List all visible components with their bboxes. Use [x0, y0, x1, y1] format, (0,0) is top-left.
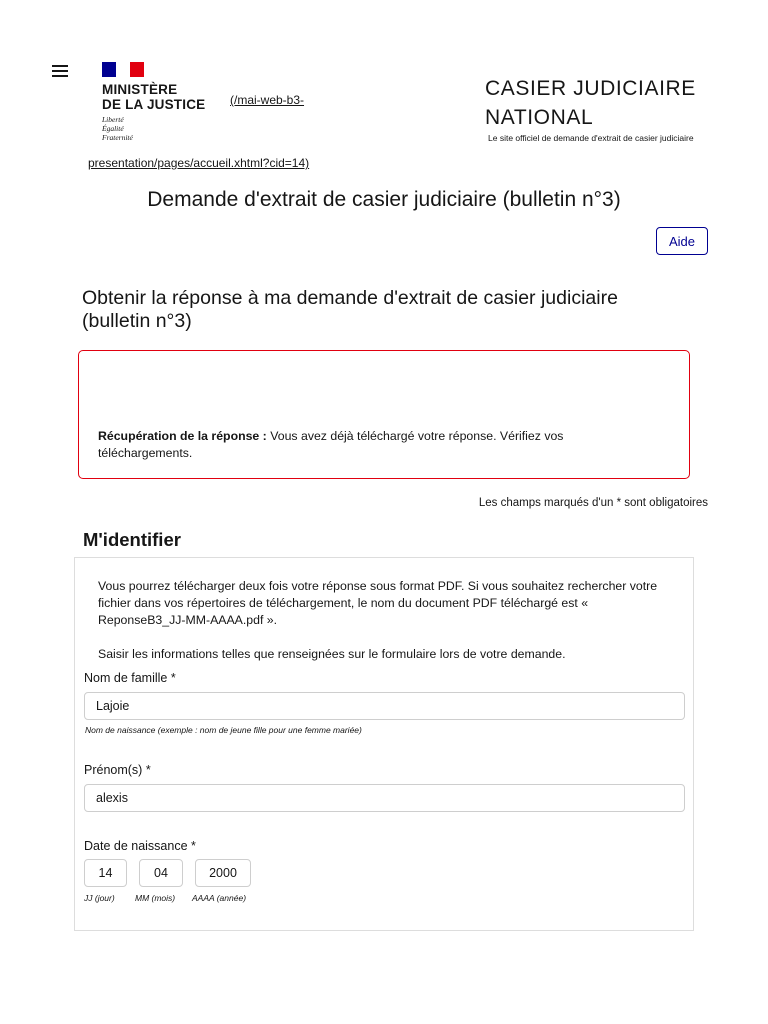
last-name-label: Nom de famille * — [84, 671, 176, 685]
alert-message: Vous avez déjà téléchargé votre réponse. Vérifiez vos téléchargements. — [98, 429, 564, 460]
last-name-input[interactable]: Lajoie — [84, 692, 685, 720]
birth-date-label: Date de naissance * — [84, 839, 196, 853]
section-title: Obtenir la réponse à ma demande d'extrait de casier judiciaire (bulletin n°3) — [82, 287, 618, 332]
error-alert — [78, 350, 690, 479]
site-title — [485, 74, 725, 132]
last-name-hint: Nom de naissance (exemple : nom de jeune fille pour une femme mariée) — [85, 725, 362, 735]
ministry-line1: MINISTÈRE — [102, 82, 178, 97]
republic-motto — [102, 115, 133, 142]
birth-day-hint: JJ (jour) — [84, 893, 115, 903]
info-text — [98, 578, 673, 663]
home-link-continued[interactable]: presentation/pages/accueil.xhtml?cid=14) — [88, 156, 310, 170]
site-title-line2: NATIONAL — [485, 106, 594, 129]
site-title-line1: CASIER JUDICIAIRE — [485, 77, 696, 100]
motto-liberte: Liberté — [102, 115, 124, 124]
flag-icon — [102, 62, 144, 77]
site-tagline: Le site officiel de demande d'extrait de casier judiciaire — [488, 133, 694, 143]
page-title: Demande d'extrait de casier judiciaire (bulletin n°3) — [147, 188, 621, 211]
identify-form — [74, 557, 694, 931]
info-paragraph-instructions: Saisir les informations telles que renseignées sur le formulaire lors de votre demande. — [98, 647, 566, 661]
ministry-logo[interactable] — [88, 54, 226, 154]
ministry-name — [102, 82, 205, 112]
birth-year-hint: AAAA (année) — [192, 893, 247, 903]
first-name-label: Prénom(s) * — [84, 763, 151, 777]
motto-egalite: Égalité — [102, 124, 124, 133]
info-paragraph-download: Vous pourrez télécharger deux fois votre réponse sous format PDF. Si vous souhaitez rechercher votre fichier dans vos répertoires de téléchargement, le nom du document PDF téléchargé est « ReponseB3_JJ-MM-AAAA.pdf ». — [98, 579, 658, 627]
menu-icon[interactable] — [50, 62, 74, 84]
birth-day-input[interactable]: 14 — [84, 859, 127, 887]
identify-heading: M'identifier — [83, 529, 181, 550]
motto-fraternite: Fraternité — [102, 133, 133, 142]
alert-label: Récupération de la réponse : — [98, 429, 267, 443]
birth-year-input[interactable]: 2000 — [195, 859, 251, 887]
help-button[interactable]: Aide — [656, 227, 708, 255]
ministry-line2: DE LA JUSTICE — [102, 97, 206, 112]
alert-text — [98, 428, 658, 462]
home-link[interactable]: (/mai-web-b3- — [230, 93, 305, 107]
birth-month-input[interactable]: 04 — [139, 859, 183, 887]
required-fields-note: Les champs marqués d'un * sont obligatoires — [478, 497, 708, 509]
birth-month-hint: MM (mois) — [135, 893, 176, 903]
first-name-input[interactable]: alexis — [84, 784, 685, 812]
